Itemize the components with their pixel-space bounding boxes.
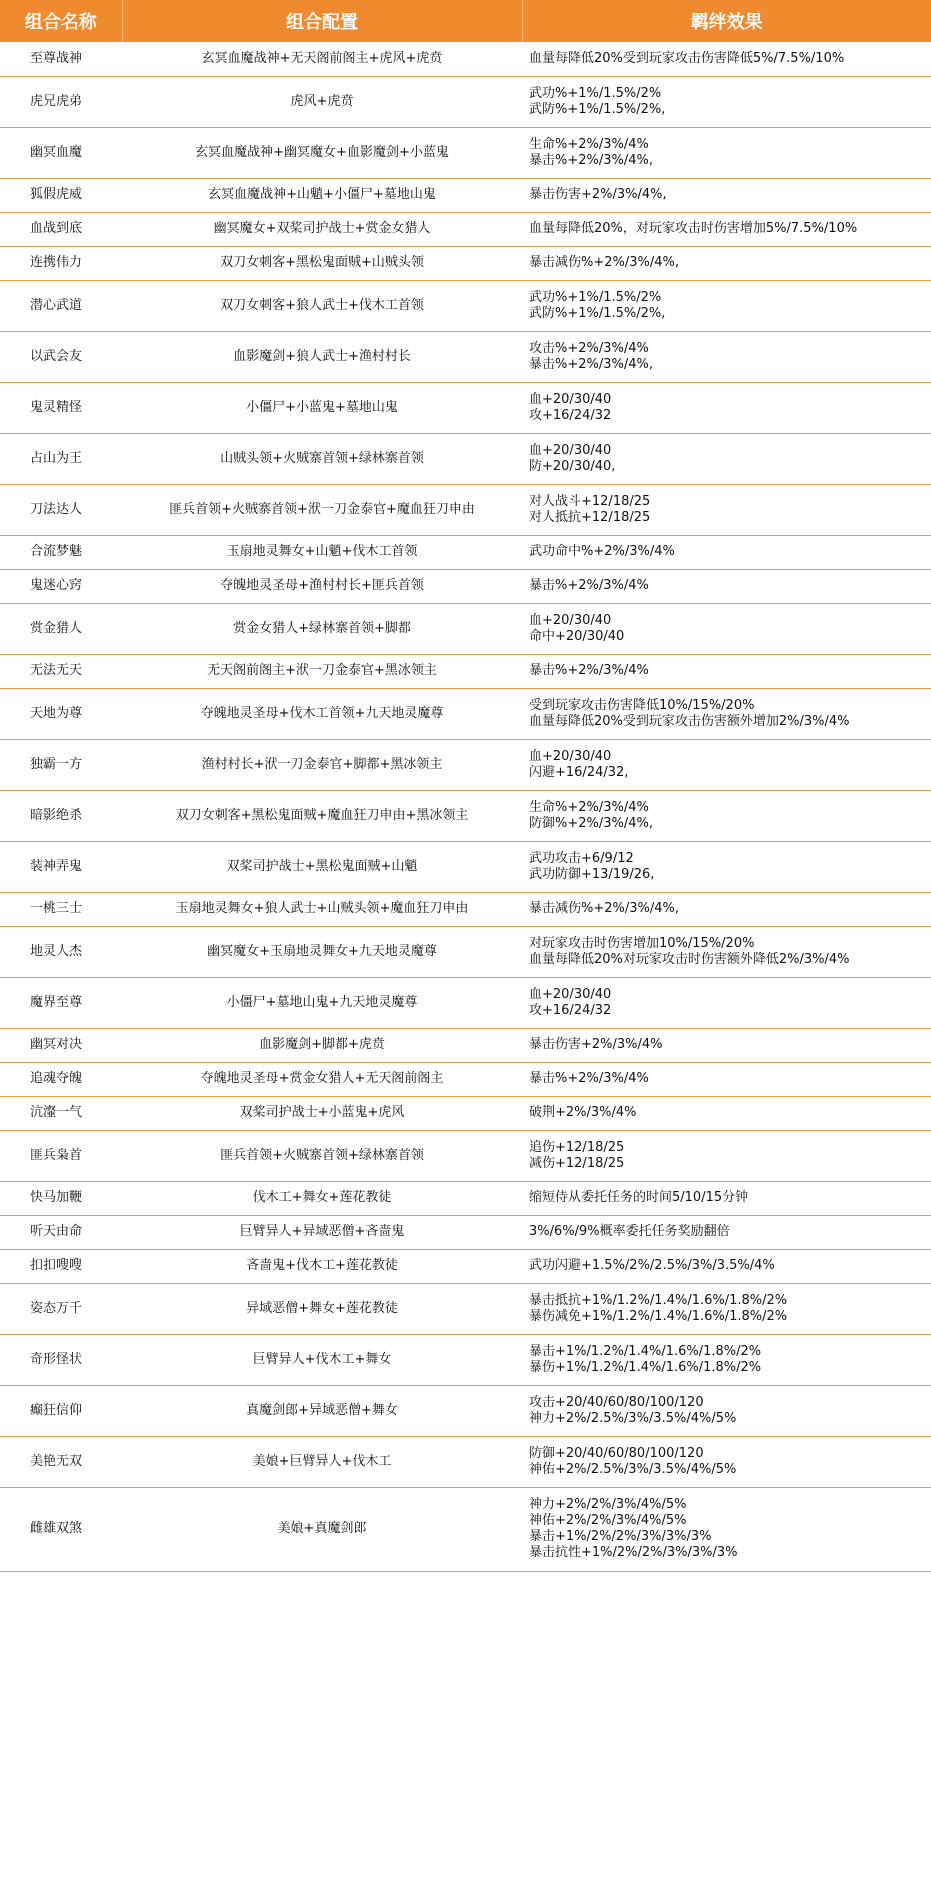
bond-effect-cell	[522, 212, 931, 246]
bond-effect-cell	[522, 1283, 931, 1334]
bond-effect-line: 血+20/30/40	[529, 986, 612, 1002]
table-row	[0, 331, 931, 382]
combo-name-cell: 追魂夺魄	[0, 1062, 122, 1096]
combo-config-cell: 夺魄地灵圣母+渔村村长+匪兵首领	[122, 569, 522, 603]
combo-name-cell: 一桃三士	[0, 892, 122, 926]
bond-effect-line: 武防%+1%/1.5%/2%,	[529, 101, 666, 117]
bond-effect-line: 血+20/30/40	[529, 748, 612, 764]
combo-config-cell: 玉扇地灵舞女+狼人武士+山贼头领+魔血狂刀申由	[122, 892, 522, 926]
combo-config-cell: 幽冥魔女+玉扇地灵舞女+九天地灵魔尊	[122, 926, 522, 977]
bond-effect-cell	[522, 535, 931, 569]
combo-config-cell: 渔村村长+洑一刀金泰官+脚都+黑冰领主	[122, 739, 522, 790]
bond-effect-line: 武功命中%+2%/3%/4%	[529, 544, 675, 559]
bond-effect-line: 暴伤+1%/1.2%/1.4%/1.6%/1.8%/2%	[529, 1359, 762, 1375]
bond-effect-cell	[522, 484, 931, 535]
table-row	[0, 127, 931, 178]
bond-effect-cell	[522, 1436, 931, 1487]
bond-effect-cell	[522, 178, 931, 212]
combo-name-cell: 潜心武道	[0, 280, 122, 331]
table-row	[0, 178, 931, 212]
bond-effect-cell	[522, 790, 931, 841]
table-row	[0, 569, 931, 603]
combo-name-cell: 扣扣嗖嗖	[0, 1249, 122, 1283]
bond-effect-line: 神力+2%/2%/3%/4%/5%	[529, 1497, 687, 1512]
bond-effect-line: 防+20/30/40,	[529, 458, 616, 474]
table-row	[0, 841, 931, 892]
bond-effect-line: 破荆+2%/3%/4%	[529, 1105, 637, 1120]
bond-effect-line: 神佑+2%/2.5%/3%/3.5%/4%/5%	[529, 1461, 737, 1477]
table-row	[0, 892, 931, 926]
combo-name-cell: 无法无天	[0, 654, 122, 688]
bond-effect-line: 暴击%+2%/3%/4%	[529, 578, 649, 593]
combo-name-cell: 匪兵枭首	[0, 1130, 122, 1181]
bond-effect-line: 暴伤减免+1%/1.2%/1.4%/1.6%/1.8%/2%	[529, 1308, 788, 1324]
table-row	[0, 212, 931, 246]
combo-config-cell: 巨臂异人+异域恶僧+吝啬鬼	[122, 1215, 522, 1249]
combo-config-cell: 匪兵首领+火贼寨首领+洑一刀金泰官+魔血狂刀申由	[122, 484, 522, 535]
combo-config-cell: 夺魄地灵圣母+伐木工首领+九天地灵魔尊	[122, 688, 522, 739]
table-row	[0, 1436, 931, 1487]
combo-name-cell: 占山为王	[0, 433, 122, 484]
combo-name-cell: 合流梦魅	[0, 535, 122, 569]
combo-config-cell: 美娘+真魔剑郎	[122, 1487, 522, 1571]
bond-effect-cell	[522, 977, 931, 1028]
combo-config-cell: 双桨司护战士+小蓝鬼+虎风	[122, 1096, 522, 1130]
bond-effect-line: 暴击伤害+2%/3%/4%	[529, 1037, 663, 1052]
combo-config-cell: 玄冥血魔战神+幽冥魔女+血影魔剑+小蓝鬼	[122, 127, 522, 178]
bond-effect-line: 血量每降低20%，对玩家攻击时伤害增加5%/7.5%/10%	[529, 221, 858, 236]
bond-effect-line: 血+20/30/40	[529, 612, 612, 628]
table-row	[0, 246, 931, 280]
bond-effect-cell	[522, 76, 931, 127]
bond-effect-cell	[522, 841, 931, 892]
bond-effect-line: 武功闪避+1.5%/2%/2.5%/3%/3.5%/4%	[529, 1258, 775, 1273]
bond-effect-cell	[522, 688, 931, 739]
bond-effect-line: 神力+2%/2.5%/3%/3.5%/4%/5%	[529, 1410, 737, 1426]
combo-name-cell: 快马加鞭	[0, 1181, 122, 1215]
table-row	[0, 790, 931, 841]
combo-name-cell: 至尊战神	[0, 42, 122, 76]
header-combo-config: 组合配置	[122, 0, 522, 42]
combo-config-cell: 小僵尸+小蓝鬼+墓地山鬼	[122, 382, 522, 433]
bond-effect-cell	[522, 1334, 931, 1385]
combo-config-cell: 赏金女猎人+绿林寨首领+脚都	[122, 603, 522, 654]
combo-name-cell: 雌雄双煞	[0, 1487, 122, 1571]
bond-effect-cell	[522, 382, 931, 433]
bond-effect-cell	[522, 246, 931, 280]
combo-name-cell: 暗影绝杀	[0, 790, 122, 841]
table-row	[0, 1385, 931, 1436]
combo-name-cell: 地灵人杰	[0, 926, 122, 977]
combo-name-cell: 以武会友	[0, 331, 122, 382]
bond-effect-line: 暴击减伤%+2%/3%/4%,	[529, 255, 680, 270]
bond-effect-line: 攻击%+2%/3%/4%	[529, 340, 649, 356]
table-row	[0, 654, 931, 688]
combo-config-cell: 血影魔剑+狼人武士+渔村村长	[122, 331, 522, 382]
bond-effect-line: 生命%+2%/3%/4%	[529, 799, 649, 815]
bond-effect-line: 暴击%+2%/3%/4%	[529, 1071, 649, 1086]
bond-effect-line: 暴击抵抗+1%/1.2%/1.4%/1.6%/1.8%/2%	[529, 1292, 788, 1308]
header-row	[0, 0, 931, 42]
combo-name-cell: 鬼迷心窍	[0, 569, 122, 603]
combo-config-cell: 吝啬鬼+伐木工+莲花教徒	[122, 1249, 522, 1283]
table-row	[0, 76, 931, 127]
bond-effect-line: 武防%+1%/1.5%/2%,	[529, 305, 666, 321]
bond-effect-line: 追伤+12/18/25	[529, 1139, 625, 1155]
combo-name-cell: 连携伟力	[0, 246, 122, 280]
bond-effect-line: 血+20/30/40	[529, 391, 612, 407]
combo-name-cell: 沆瀣一气	[0, 1096, 122, 1130]
combo-name-cell: 姿态万千	[0, 1283, 122, 1334]
bond-effect-cell	[522, 603, 931, 654]
bond-effect-line: 暴击%+2%/3%/4%,	[529, 152, 654, 168]
combo-name-cell: 美艳无双	[0, 1436, 122, 1487]
combo-config-cell: 双刀女刺客+狼人武士+伐木工首领	[122, 280, 522, 331]
bond-effect-line: 武功防御+13/19/26,	[529, 866, 655, 882]
bond-effect-line: 受到玩家攻击伤害降低10%/15%/20%	[529, 697, 755, 713]
bond-effect-line: 防御+20/40/60/80/100/120	[529, 1445, 704, 1461]
bond-effect-cell	[522, 433, 931, 484]
bond-effect-cell	[522, 1487, 931, 1571]
table-row	[0, 1181, 931, 1215]
combo-config-cell: 玄冥血魔战神+山魈+小僵尸+墓地山鬼	[122, 178, 522, 212]
bond-effect-line: 暴击%+2%/3%/4%	[529, 663, 649, 678]
combo-config-cell: 美娘+巨臂异人+伐木工	[122, 1436, 522, 1487]
bond-effect-line: 暴击抗性+1%/2%/2%/3%/3%/3%	[529, 1545, 738, 1560]
combo-name-cell: 癫狂信仰	[0, 1385, 122, 1436]
bond-effect-cell	[522, 280, 931, 331]
table-row	[0, 1130, 931, 1181]
combo-name-cell: 装神弄鬼	[0, 841, 122, 892]
combo-config-cell: 玉扇地灵舞女+山魈+伐木工首领	[122, 535, 522, 569]
bond-effect-line: 闪避+16/24/32,	[529, 764, 629, 780]
table-row	[0, 1215, 931, 1249]
combo-config-cell: 双刀女刺客+黑松鬼面贼+山贼头领	[122, 246, 522, 280]
combo-config-cell: 无天阁前阁主+洑一刀金泰官+黑冰领主	[122, 654, 522, 688]
bond-effect-line: 命中+20/30/40	[529, 628, 625, 644]
bond-effect-line: 暴击减伤%+2%/3%/4%,	[529, 901, 680, 916]
combo-config-cell: 虎风+虎贲	[122, 76, 522, 127]
combo-name-cell: 血战到底	[0, 212, 122, 246]
table-row	[0, 688, 931, 739]
header-combo-name: 组合名称	[0, 0, 122, 42]
table-body	[0, 42, 931, 1571]
combo-name-cell: 独霸一方	[0, 739, 122, 790]
bond-effect-line: 武功%+1%/1.5%/2%	[529, 85, 662, 101]
table-row	[0, 42, 931, 76]
table-row	[0, 433, 931, 484]
combo-name-cell: 刀法达人	[0, 484, 122, 535]
bond-effect-cell	[522, 42, 931, 76]
bond-effect-cell	[522, 1062, 931, 1096]
table-row	[0, 1283, 931, 1334]
bond-effect-cell	[522, 926, 931, 977]
table-row	[0, 484, 931, 535]
bond-effect-line: 血量每降低20%受到玩家攻击伤害降低5%/7.5%/10%	[529, 50, 845, 66]
table-row	[0, 603, 931, 654]
combo-name-cell: 魔界至尊	[0, 977, 122, 1028]
combo-config-cell: 双刀女刺客+黑松鬼面贼+魔血狂刀申由+黑冰领主	[122, 790, 522, 841]
table-row	[0, 1249, 931, 1283]
combo-config-cell: 真魔剑郎+异域恶僧+舞女	[122, 1385, 522, 1436]
combo-name-cell: 幽冥血魔	[0, 127, 122, 178]
bond-effect-line: 武功攻击+6/9/12	[529, 850, 634, 866]
bond-effect-line: 对玩家攻击时伤害增加10%/15%/20%	[529, 935, 755, 951]
bond-effect-line: 攻+16/24/32	[529, 407, 612, 423]
combo-name-cell: 赏金猎人	[0, 603, 122, 654]
bond-effect-cell	[522, 739, 931, 790]
bond-effect-line: 攻击+20/40/60/80/100/120	[529, 1394, 704, 1410]
combo-config-cell: 血影魔剑+脚都+虎贲	[122, 1028, 522, 1062]
bond-effect-line: 生命%+2%/3%/4%	[529, 136, 649, 152]
combo-name-cell: 幽冥对决	[0, 1028, 122, 1062]
bond-effect-line: 血量每降低20%对玩家攻击时伤害额外降低2%/3%/4%	[529, 951, 850, 967]
combo-name-cell: 虎兄虎弟	[0, 76, 122, 127]
bond-effect-line: 缩短侍从委托任务的时间5/10/15分钟	[529, 1190, 749, 1205]
table-row	[0, 535, 931, 569]
table-row	[0, 739, 931, 790]
table-row	[0, 382, 931, 433]
table-row	[0, 1028, 931, 1062]
combo-config-cell: 双桨司护战士+黑松鬼面贼+山魈	[122, 841, 522, 892]
combo-config-cell: 匪兵首领+火贼寨首领+绿林寨首领	[122, 1130, 522, 1181]
combo-name-cell: 鬼灵精怪	[0, 382, 122, 433]
bond-effect-line: 暴击+1%/2%/2%/3%/3%/3%	[529, 1529, 712, 1544]
combo-config-cell: 幽冥魔女+双桨司护战士+赏金女猎人	[122, 212, 522, 246]
bond-effect-cell	[522, 1385, 931, 1436]
bond-effect-cell	[522, 1096, 931, 1130]
bond-effect-line: 攻+16/24/32	[529, 1002, 612, 1018]
bond-effect-line: 血量每降低20%受到玩家攻击伤害额外增加2%/3%/4%	[529, 713, 850, 729]
combo-name-cell: 天地为尊	[0, 688, 122, 739]
bond-effect-line: 防御%+2%/3%/4%,	[529, 815, 654, 831]
bond-effect-line: 对人战斗+12/18/25	[529, 493, 651, 509]
combo-config-cell: 异域恶僧+舞女+莲花教徒	[122, 1283, 522, 1334]
combo-config-cell: 玄冥血魔战神+无天阁前阁主+虎风+虎贲	[122, 42, 522, 76]
combo-config-cell: 夺魄地灵圣母+赏金女猎人+无天阁前阁主	[122, 1062, 522, 1096]
table-row	[0, 280, 931, 331]
bond-effect-line: 神佑+2%/2%/3%/4%/5%	[529, 1513, 687, 1528]
bond-effect-line: 3%/6%/9%概率委托任务奖励翻倍	[529, 1224, 730, 1239]
bond-effect-line: 对人抵抗+12/18/25	[529, 509, 651, 525]
combo-name-cell: 奇形怪状	[0, 1334, 122, 1385]
combo-config-cell: 山贼头领+火贼寨首领+绿林寨首领	[122, 433, 522, 484]
table-row	[0, 1334, 931, 1385]
bond-effect-cell	[522, 1215, 931, 1249]
bond-effect-cell	[522, 127, 931, 178]
bond-effect-line: 武功%+1%/1.5%/2%	[529, 289, 662, 305]
bond-effect-cell	[522, 569, 931, 603]
bond-effect-line: 暴击+1%/1.2%/1.4%/1.6%/1.8%/2%	[529, 1343, 762, 1359]
table-row	[0, 1062, 931, 1096]
combo-name-cell: 听天由命	[0, 1215, 122, 1249]
table-row	[0, 977, 931, 1028]
bond-effect-cell	[522, 892, 931, 926]
bond-effect-cell	[522, 1249, 931, 1283]
table-header	[0, 0, 931, 42]
bond-effect-line: 暴击%+2%/3%/4%,	[529, 356, 654, 372]
table-row	[0, 1096, 931, 1130]
bond-effect-cell	[522, 654, 931, 688]
table-row	[0, 926, 931, 977]
combo-name-cell: 狐假虎威	[0, 178, 122, 212]
combo-config-cell: 巨臂异人+伐木工+舞女	[122, 1334, 522, 1385]
bond-effect-cell	[522, 331, 931, 382]
bond-effect-cell	[522, 1130, 931, 1181]
table-row	[0, 1487, 931, 1571]
bond-effect-line: 血+20/30/40	[529, 442, 612, 458]
bond-effect-line: 暴击伤害+2%/3%/4%,	[529, 187, 667, 202]
combo-config-cell: 伐木工+舞女+莲花教徒	[122, 1181, 522, 1215]
bond-effect-cell	[522, 1181, 931, 1215]
bond-effect-line: 减伤+12/18/25	[529, 1155, 625, 1171]
bond-effect-cell	[522, 1028, 931, 1062]
header-bond-effect: 羁绊效果	[522, 0, 931, 42]
combo-config-cell: 小僵尸+墓地山鬼+九天地灵魔尊	[122, 977, 522, 1028]
